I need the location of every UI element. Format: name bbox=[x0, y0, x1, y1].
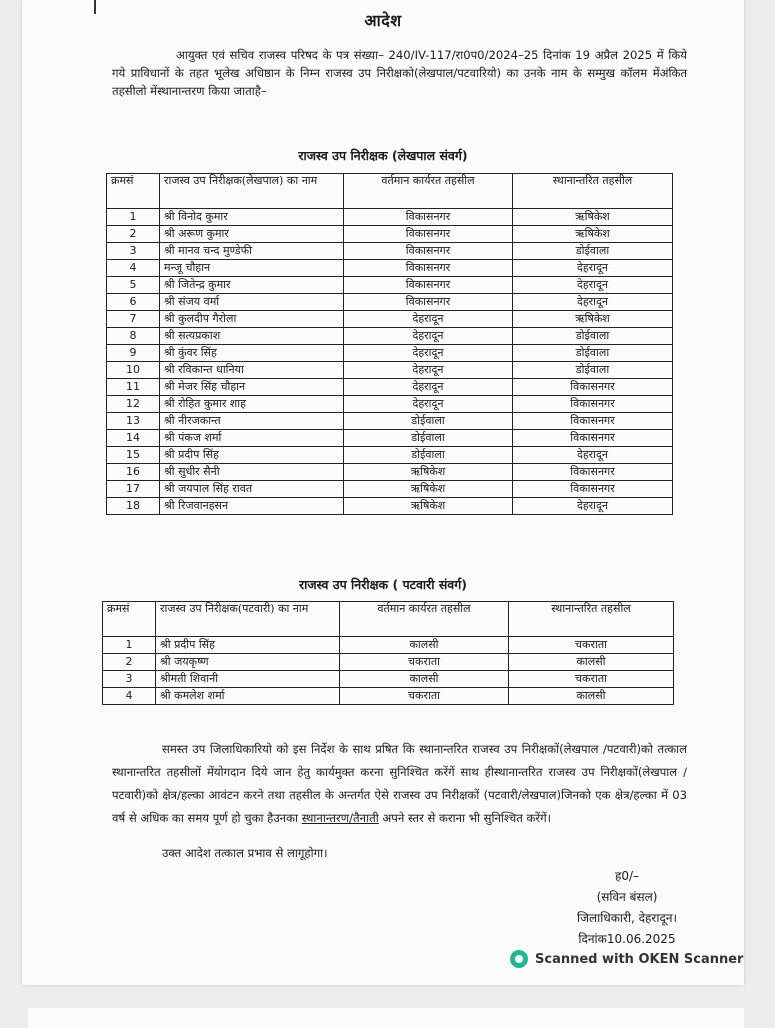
header-transferred-tehsil: स्थानान्तरित तहसील bbox=[509, 602, 674, 637]
cell-transferred-tehsil: विकासनगर bbox=[513, 481, 673, 498]
cell-transferred-tehsil: डोईवाला bbox=[513, 243, 673, 260]
table-row bbox=[107, 396, 673, 413]
cell-serial: 6 bbox=[107, 294, 160, 311]
table-row bbox=[107, 243, 673, 260]
table-header-row bbox=[107, 174, 673, 209]
cell-transferred-tehsil: देहरादून bbox=[513, 447, 673, 464]
cell-serial: 9 bbox=[107, 345, 160, 362]
cell-current-tehsil: देहरादून bbox=[344, 396, 513, 413]
cell-name: श्री जितेन्द्र कुमार bbox=[160, 277, 344, 294]
table-row bbox=[107, 481, 673, 498]
cell-transferred-tehsil: ऋषिकेश bbox=[513, 226, 673, 243]
cell-name: श्री संजय वर्मा bbox=[160, 294, 344, 311]
instruction-underlined: स्थानान्तरण/तैनाती bbox=[301, 811, 379, 825]
cell-serial: 17 bbox=[107, 481, 160, 498]
cell-serial: 7 bbox=[107, 311, 160, 328]
cell-name: श्री अरूण कुमार bbox=[160, 226, 344, 243]
signature-block bbox=[552, 866, 702, 950]
cell-current-tehsil: विकासनगर bbox=[344, 277, 513, 294]
table-row bbox=[103, 671, 674, 688]
cell-name: श्री रिजवानहसन bbox=[160, 498, 344, 515]
cell-serial: 13 bbox=[107, 413, 160, 430]
cell-serial: 12 bbox=[107, 396, 160, 413]
table-row bbox=[103, 637, 674, 654]
cell-name: श्रीमती शिवानी bbox=[156, 671, 340, 688]
cell-name: श्री कमलेश शर्मा bbox=[156, 688, 340, 705]
cell-current-tehsil: विकासनगर bbox=[344, 294, 513, 311]
table-row bbox=[107, 498, 673, 515]
table-row bbox=[107, 345, 673, 362]
table-row bbox=[107, 260, 673, 277]
cell-serial: 2 bbox=[103, 654, 156, 671]
signatory-designation: जिलाधिकारी, देहरादून। bbox=[576, 911, 678, 925]
cell-current-tehsil: कालसी bbox=[340, 671, 509, 688]
header-name: राजस्व उप निरीक्षक(पटवारी) का नाम bbox=[156, 602, 340, 637]
cell-serial: 10 bbox=[107, 362, 160, 379]
cell-transferred-tehsil: देहरादून bbox=[513, 498, 673, 515]
cell-serial: 2 bbox=[107, 226, 160, 243]
header-serial: क्रमसं bbox=[103, 602, 156, 637]
lekhpal-section-heading: राजस्व उप निरीक्षक (लेखपाल संवर्ग) bbox=[298, 148, 468, 163]
cell-name: श्री जयपाल सिंह रावत bbox=[160, 481, 344, 498]
cell-name: श्री कुंवर सिंह bbox=[160, 345, 344, 362]
cell-current-tehsil: डोईवाला bbox=[344, 430, 513, 447]
cell-name: श्री मेजर सिंह चौहान bbox=[160, 379, 344, 396]
table-row bbox=[107, 294, 673, 311]
document-page bbox=[22, 0, 744, 985]
cell-serial: 1 bbox=[103, 637, 156, 654]
cell-serial: 4 bbox=[107, 260, 160, 277]
instruction-text-2: अपने स्तर से कराना भी सुनिश्चित करेंगें। bbox=[378, 811, 552, 825]
order-date: दिनांक10.06.2025 bbox=[578, 932, 676, 946]
table-row bbox=[107, 209, 673, 226]
cell-serial: 1 bbox=[107, 209, 160, 226]
patwari-transfer-table bbox=[102, 601, 674, 705]
cell-name: श्री रविकान्त धानिया bbox=[160, 362, 344, 379]
header-transferred-tehsil: स्थानान्तरित तहसील bbox=[513, 174, 673, 209]
instruction-paragraph bbox=[112, 738, 687, 830]
cell-name: श्री रोहित कुमार शाह bbox=[160, 396, 344, 413]
cell-name: श्री प्रदीप सिंह bbox=[156, 637, 340, 654]
cell-serial: 3 bbox=[107, 243, 160, 260]
cell-transferred-tehsil: कालसी bbox=[509, 688, 674, 705]
signatory-name: (सविन बंसल) bbox=[596, 890, 658, 904]
order-title: आदेश bbox=[364, 11, 402, 30]
cell-current-tehsil: विकासनगर bbox=[344, 226, 513, 243]
cell-current-tehsil: ऋषिकेश bbox=[344, 481, 513, 498]
next-page-edge bbox=[28, 1008, 744, 1028]
cell-serial: 16 bbox=[107, 464, 160, 481]
cell-transferred-tehsil: देहरादून bbox=[513, 277, 673, 294]
cell-name: श्री मानव चन्द मुण्डेफी bbox=[160, 243, 344, 260]
cell-serial: 15 bbox=[107, 447, 160, 464]
cell-current-tehsil: ऋषिकेश bbox=[344, 498, 513, 515]
table-row bbox=[103, 688, 674, 705]
lekhpal-transfer-table bbox=[106, 173, 673, 515]
scanner-watermark bbox=[510, 950, 743, 968]
cell-transferred-tehsil: विकासनगर bbox=[513, 413, 673, 430]
table-header-row bbox=[103, 602, 674, 637]
cell-transferred-tehsil: देहरादून bbox=[513, 260, 673, 277]
cell-current-tehsil: देहरादून bbox=[344, 311, 513, 328]
cell-transferred-tehsil: डोईवाला bbox=[513, 328, 673, 345]
table-row bbox=[103, 654, 674, 671]
signed-mark: ह0/– bbox=[614, 869, 640, 883]
cell-current-tehsil: विकासनगर bbox=[344, 243, 513, 260]
cell-current-tehsil: कालसी bbox=[340, 637, 509, 654]
cell-transferred-tehsil: देहरादून bbox=[513, 294, 673, 311]
cell-serial: 14 bbox=[107, 430, 160, 447]
cell-transferred-tehsil: कालसी bbox=[509, 654, 674, 671]
cell-transferred-tehsil: विकासनगर bbox=[513, 396, 673, 413]
cell-name: श्री सत्यप्रकाश bbox=[160, 328, 344, 345]
cell-name: श्री जयकृष्ण bbox=[156, 654, 340, 671]
header-serial: क्रमसं bbox=[107, 174, 160, 209]
table-row bbox=[107, 362, 673, 379]
cell-current-tehsil: चकराता bbox=[340, 688, 509, 705]
cell-current-tehsil: देहरादून bbox=[344, 345, 513, 362]
cell-transferred-tehsil: विकासनगर bbox=[513, 430, 673, 447]
cell-name: मन्जू चौहान bbox=[160, 260, 344, 277]
cell-transferred-tehsil: चकराता bbox=[509, 671, 674, 688]
cell-serial: 4 bbox=[103, 688, 156, 705]
cell-serial: 8 bbox=[107, 328, 160, 345]
cell-name: श्री नीरजकान्त bbox=[160, 413, 344, 430]
cell-transferred-tehsil: ऋषिकेश bbox=[513, 311, 673, 328]
oken-logo-icon bbox=[510, 950, 528, 968]
cell-serial: 5 bbox=[107, 277, 160, 294]
cell-current-tehsil: चकराता bbox=[340, 654, 509, 671]
table-row bbox=[107, 328, 673, 345]
cell-transferred-tehsil: डोईवाला bbox=[513, 345, 673, 362]
cell-transferred-tehsil: ऋषिकेश bbox=[513, 209, 673, 226]
intro-text: आयुक्त एवं सचिव राजस्व परिषद के पत्र संख्या– 240/IV-117/रा0प0/2024–25 दिनांक 19 अप्रैल 2025 में किये गये प्राविधानों के तहत भूलेख अधिष्ठान के निम्न राजस्व उप निरीक्षको(लेखपाल/पटवारियो) का उनके नाम के सम्मुख कॉलम मेंअंकित तहसीलो मेंस्थानान्तरण किया जाताहै– bbox=[112, 48, 687, 98]
cell-current-tehsil: ऋषिकेश bbox=[344, 464, 513, 481]
effect-line: उक्त आदेश तत्काल प्रभाव से लागूहोगा। bbox=[162, 846, 328, 860]
table-row bbox=[107, 464, 673, 481]
cell-serial: 11 bbox=[107, 379, 160, 396]
cell-current-tehsil: विकासनगर bbox=[344, 209, 513, 226]
table-row bbox=[107, 413, 673, 430]
table-row bbox=[107, 311, 673, 328]
table-row bbox=[107, 379, 673, 396]
table-row bbox=[107, 226, 673, 243]
cell-name: श्री प्रदीप सिंह bbox=[160, 447, 344, 464]
patwari-section-heading: राजस्व उप निरीक्षक ( पटवारी संवर्ग) bbox=[298, 577, 468, 592]
cell-current-tehsil: डोईवाला bbox=[344, 413, 513, 430]
cell-transferred-tehsil: चकराता bbox=[509, 637, 674, 654]
cell-transferred-tehsil: विकासनगर bbox=[513, 464, 673, 481]
table-row bbox=[107, 430, 673, 447]
table-row bbox=[107, 277, 673, 294]
cell-name: श्री सुधीर सैनी bbox=[160, 464, 344, 481]
scanner-text: Scanned with OKEN Scanner bbox=[535, 951, 744, 967]
cell-serial: 3 bbox=[103, 671, 156, 688]
cell-current-tehsil: देहरादून bbox=[344, 328, 513, 345]
table-row bbox=[107, 447, 673, 464]
cell-transferred-tehsil: डोईवाला bbox=[513, 362, 673, 379]
header-name: राजस्व उप निरीक्षक(लेखपाल) का नाम bbox=[160, 174, 344, 209]
cell-current-tehsil: डोईवाला bbox=[344, 447, 513, 464]
cell-name: श्री कुलदीप गैरोला bbox=[160, 311, 344, 328]
header-current-tehsil: वर्तमान कार्यरत तहसील bbox=[340, 602, 509, 637]
cell-current-tehsil: देहरादून bbox=[344, 362, 513, 379]
cell-serial: 18 bbox=[107, 498, 160, 515]
cell-current-tehsil: देहरादून bbox=[344, 379, 513, 396]
header-current-tehsil: वर्तमान कार्यरत तहसील bbox=[344, 174, 513, 209]
cell-name: श्री पंकज शर्मा bbox=[160, 430, 344, 447]
intro-paragraph bbox=[112, 46, 687, 100]
cell-transferred-tehsil: विकासनगर bbox=[513, 379, 673, 396]
cell-current-tehsil: विकासनगर bbox=[344, 260, 513, 277]
cell-name: श्री विनोद कुमार bbox=[160, 209, 344, 226]
instruction-text-1: समस्त उप जिलाधिकारियो को इस निर्देश के साथ प्रषित कि स्थानान्तरित राजस्व उप निरीक्षकों(लेखपाल /पटवारी)को तत्काल स्थानान्तरित तहसीलों मेंयोगदान दिये जान हेतु कार्यमुक्त करना सुनिश्चित करेंगें साथ हीस्थानान्तरित राजस्व उप निरीक्षकों(लेखपाल /पटवारी)को क्षेत्र/हल्का आवंटन करने तथा तहसील के अन्तर्गत ऐसे राजस्व उप निरीक्षकों (पटवारी/लेखपाल)जिनको एक क्षेत्र/हल्का में 03 वर्ष से अधिक का समय पूर्ण हो चुका हैउनका bbox=[112, 742, 687, 825]
